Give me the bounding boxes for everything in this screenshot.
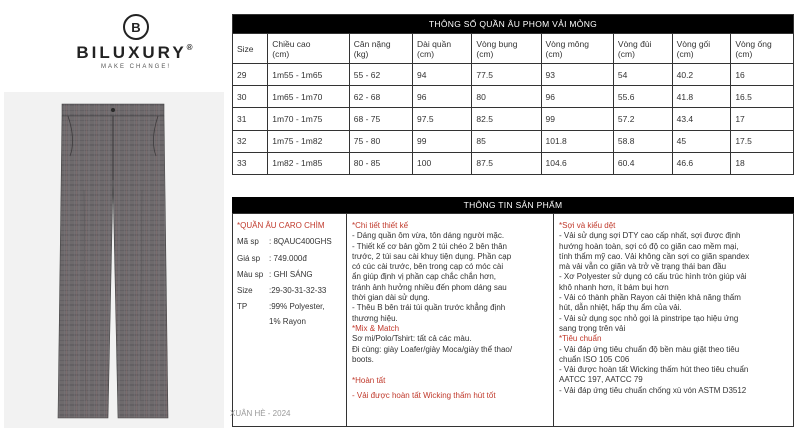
brand-tagline: MAKE CHANGE! (100, 64, 171, 70)
size-table-cell: 94 (413, 64, 472, 86)
header-text: (cm) (272, 48, 290, 59)
product-summary-column (233, 214, 347, 426)
size-table-cell: 75 - 80 (349, 130, 412, 152)
fabric-line: - Vải sử dụng sợi DTY cao cấp nhất, sợi được định (559, 231, 741, 241)
info-title: THÔNG TIN SẢN PHẨM (232, 197, 794, 213)
size-table-cell: 33 (233, 152, 268, 174)
size-table-cell: 32 (233, 130, 268, 152)
trousers-image (54, 100, 172, 422)
size-table-header-cell (613, 34, 672, 64)
size-table-cell: 41.8 (672, 86, 731, 108)
standard-line: - Vải được hoàn tất Wicking thấm hút theo tiêu chuẩn (559, 365, 749, 375)
standards-heading: *Tiêu chuẩn (559, 334, 602, 344)
header-text: (cm) (735, 48, 753, 59)
size-table-cell: 40.2 (672, 64, 731, 86)
size-table-cell: 99 (413, 130, 472, 152)
size-table (232, 14, 794, 175)
header-text: Chiều cao (272, 38, 311, 49)
header-text: Vòng đùi (617, 38, 652, 49)
fabric-line: khô nhanh hơn, ít bám bụi hơn (559, 282, 669, 292)
size-table-cell: 17.5 (731, 130, 794, 152)
standard-line: AATCC 197, AATCC 79 (559, 375, 643, 385)
size-table-header-cell (268, 34, 350, 64)
standards-text (559, 345, 788, 396)
fabric-line: sang trọng trên vải (559, 323, 626, 333)
design-detail-line: ẩn giúp định vị phần cạp chắc chắn hơn, (352, 272, 497, 282)
size-table-row (233, 152, 794, 174)
product-field-label: TP (237, 302, 248, 312)
info-box (232, 213, 794, 427)
design-detail-line: tránh ảnh hưởng nhiều đến phom dáng sau (352, 282, 507, 292)
size-table-row (233, 130, 794, 152)
product-field-label: Màu sp (237, 269, 264, 279)
finish-text: - Vải được hoàn tất Wicking thấm hút tốt (352, 391, 496, 401)
size-table-cell: 43.4 (672, 108, 731, 130)
product-field-label: Mã sp (237, 237, 259, 247)
fabric-line: mà vải vẫn co giãn và trở về trạng thái ban đầu (559, 262, 727, 272)
size-table-cell: 55 - 62 (349, 64, 412, 86)
size-table-cell: 16.5 (731, 86, 794, 108)
fabric-text (559, 231, 788, 334)
size-table-cell: 31 (233, 108, 268, 130)
size-table-cell: 1m75 - 1m82 (268, 130, 350, 152)
design-details-column (347, 214, 554, 426)
size-table-row (233, 108, 794, 130)
header-text: Vòng mông (545, 38, 589, 49)
header-text: Vòng ống (735, 38, 772, 49)
design-detail-line: thương hiệu. (352, 313, 398, 323)
design-detail-line: có cúc cài trước, bên trong cạp có móc cài (352, 262, 504, 272)
size-table-header-cell (541, 34, 613, 64)
product-image-panel (4, 92, 224, 428)
mix-match-line: boots. (352, 354, 374, 364)
design-details-text (352, 231, 548, 324)
header-text: Dài quần (417, 38, 452, 49)
header-text: (cm) (617, 48, 635, 59)
size-table-cell: 1m70 - 1m75 (268, 108, 350, 130)
mix-match-line: Đi cùng: giày Loafer/giày Moca/giày thể thao/ (352, 344, 513, 354)
product-field-label: Giá sp (237, 253, 261, 263)
product-composition-extra: 1% Rayon (269, 316, 306, 326)
header-text: (kg) (353, 48, 369, 59)
mix-match-heading: *Mix & Match (352, 323, 400, 333)
registered-mark: ® (186, 43, 196, 52)
mix-match-line: Sơ mi/Polo/Tshirt: tất cả các màu. (352, 334, 472, 344)
size-table-cell: 80 - 85 (349, 152, 412, 174)
size-table-cell: 93 (541, 64, 613, 86)
size-table-header-cell (731, 34, 794, 64)
size-table-cell: 57.2 (613, 108, 672, 130)
fabric-line: - Vải sử dụng sọc nhỏ gọi là pinstripe tạo hiệu ứng (559, 313, 739, 323)
product-field-label: Size (237, 286, 253, 296)
size-table-cell: 18 (731, 152, 794, 174)
size-table-cell: 100 (413, 152, 472, 174)
logo-mark-icon: B (123, 14, 149, 40)
fabric-column (554, 214, 793, 426)
size-table-cell: 97.5 (413, 108, 472, 130)
size-table-cell: 30 (233, 86, 268, 108)
product-field (237, 237, 342, 247)
product-field (237, 286, 342, 296)
design-detail-line: - Thiết kế cơ bản gồm 2 túi chéo 2 bên thân (352, 241, 507, 251)
design-detail-line: - Dáng quần ôm vừa, tôn dáng người mặc. (352, 231, 505, 241)
size-table-cell: 1m82 - 1m85 (268, 152, 350, 174)
size-table-cell: 58.8 (613, 130, 672, 152)
size-table-cell: 87.5 (472, 152, 541, 174)
design-detail-line: thời gian dài sử dụng. (352, 293, 430, 303)
brand-name (66, 43, 206, 63)
size-table-cell: 54 (613, 64, 672, 86)
size-table-cell: 55.6 (613, 86, 672, 108)
size-table-cell: 60.4 (613, 152, 672, 174)
size-table-row (233, 64, 794, 86)
fabric-line: - Xơ Polyester sử dụng có cấu trúc hình tròn giúp vải (559, 272, 747, 282)
size-table-cell: 29 (233, 64, 268, 86)
size-table-cell: 104.6 (541, 152, 613, 174)
header-text: (cm) (476, 48, 494, 59)
header-text: Vòng bụng (476, 38, 518, 49)
product-field (237, 270, 342, 280)
design-detail-line: trước, 2 túi sau cài khuy tiện dụng. Phần cạp (352, 251, 512, 261)
fabric-line: hướng hoàn toàn, sợi có độ co giãn cao mềm mại, (559, 241, 739, 251)
product-field-value: : 749.000đ (269, 253, 307, 263)
size-table-cell: 80 (472, 86, 541, 108)
header-text: Size (237, 43, 254, 54)
size-table-title: THÔNG SỐ QUẦN ÂU PHOM VẢI MỎNG (233, 15, 794, 34)
size-table-cell: 1m55 - 1m65 (268, 64, 350, 86)
product-field-value: :99% Polyester, (269, 302, 325, 312)
size-table-cell: 16 (731, 64, 794, 86)
size-table-cell: 101.8 (541, 130, 613, 152)
size-table-cell: 62 - 68 (349, 86, 412, 108)
brand-logo (66, 14, 206, 74)
size-table-cell: 96 (541, 86, 613, 108)
size-table-row (233, 86, 794, 108)
size-table-header-cell (413, 34, 472, 64)
header-text: (cm) (676, 48, 694, 59)
fabric-heading: *Sợi và kiểu dệt (559, 221, 616, 230)
size-table-cell: 1m65 - 1m70 (268, 86, 350, 108)
size-table-header-cell (233, 34, 268, 64)
product-field-value: :29-30-31-32-33 (269, 286, 327, 296)
fabric-line: hút, dẫn nhiệt, hấp thụ ẩm của vải. (559, 303, 682, 313)
size-table-cell: 68 - 75 (349, 108, 412, 130)
size-table-header-row (233, 34, 794, 64)
size-table-cell: 85 (472, 130, 541, 152)
size-table-cell: 99 (541, 108, 613, 130)
header-text: Cân nặng (353, 38, 391, 49)
product-name: *QUẦN ÂU CARO CHÌM (237, 221, 325, 230)
season-label: XUÂN HÈ - 2024 (230, 409, 291, 418)
product-fields (237, 237, 342, 312)
design-details-heading: *Chi tiết thiết kế (352, 221, 409, 230)
size-table-cell: 96 (413, 86, 472, 108)
product-field-value: : GHI SÁNG (269, 269, 313, 279)
header-text: Vòng gối (676, 38, 711, 49)
standard-line: chuẩn ISO 105 C06 (559, 354, 630, 364)
standard-line: - Vải đáp ứng tiêu chuẩn độ bền màu giặt theo tiêu (559, 344, 740, 354)
size-table-cell: 17 (731, 108, 794, 130)
size-table-header-cell (349, 34, 412, 64)
size-table-cell: 46.6 (672, 152, 731, 174)
finish-heading: *Hoàn tất (352, 376, 386, 386)
size-table-cell: 45 (672, 130, 731, 152)
product-field (237, 254, 342, 264)
size-table-cell: 77.5 (472, 64, 541, 86)
size-table-header-cell (472, 34, 541, 64)
mix-match-text (352, 334, 548, 365)
brand-name-text: BILUXURY (76, 43, 187, 62)
design-detail-line: - Thêu B bên trái túi quần trước khẳng định (352, 303, 506, 313)
standard-line: - Vải đáp ứng tiêu chuẩn chống xù vón ASTM D3512 (559, 385, 747, 395)
fabric-line: - Vải có thành phần Rayon cải thiện khả năng thấm (559, 293, 741, 303)
size-table-header-cell (672, 34, 731, 64)
size-table-cell: 82.5 (472, 108, 541, 130)
fabric-line: tính thẩm mỹ cao. Vải không cần sợi co giãn spandex (559, 251, 750, 261)
product-field-value: : 8QAUC400GHS (269, 237, 332, 247)
header-text: (cm) (545, 48, 563, 59)
header-text: (cm) (417, 48, 435, 59)
product-field (237, 302, 342, 312)
